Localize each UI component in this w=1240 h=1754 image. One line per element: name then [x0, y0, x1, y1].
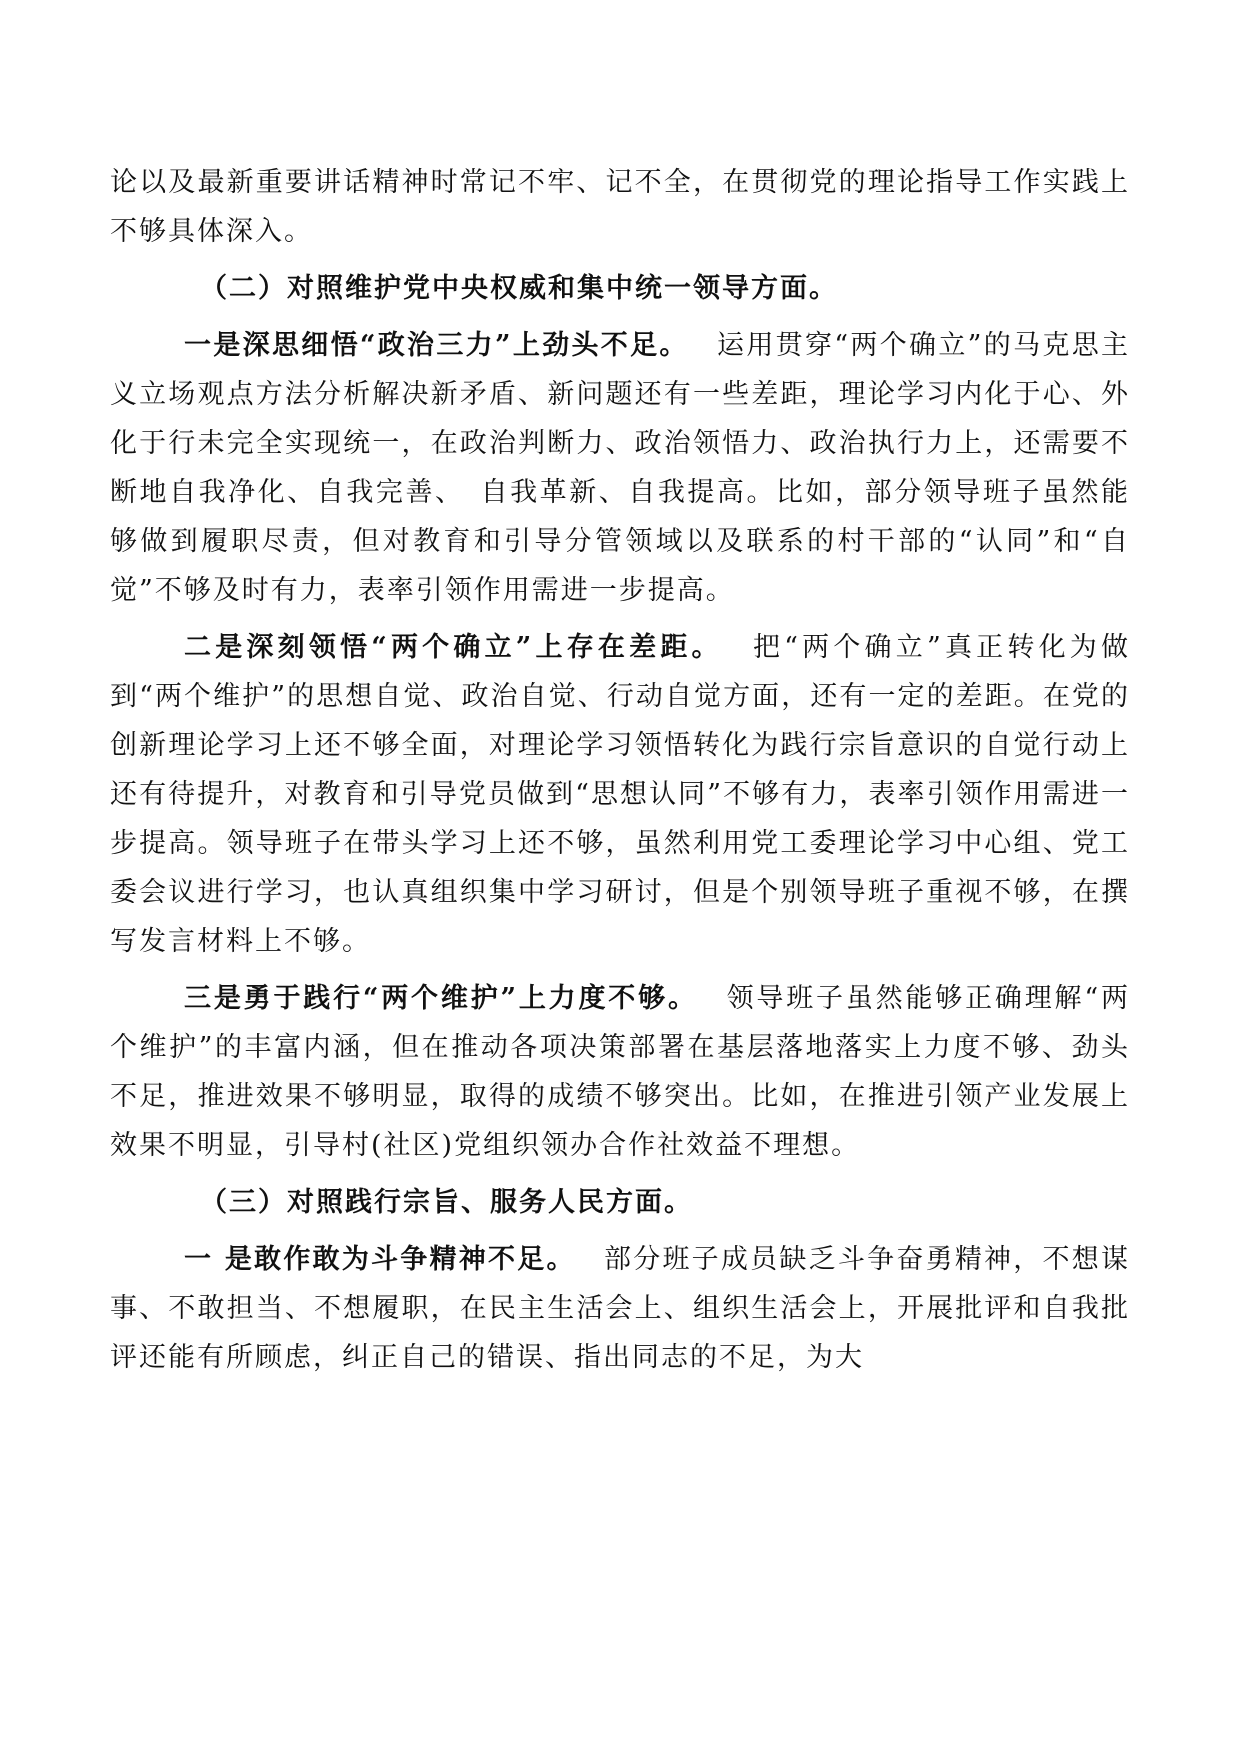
point-body-text: 把“两个确立”真正转化为做到“两个维护”的思想自觉、政治自觉、行动自觉方面，还有一定的差距。在党的创新理论学习上还不够全面，对理论学习领悟转化为践行宗旨意识的自觉行动上还有待提升，对教育和引导党员做到“思想认同”不够有力，表率引领作用需进一步提高。领导班子在带头学习上还不够，虽然利用党工委理论学习中心组、党工委会议进行学习，也认真组织集中学习研讨，但是个别领导班子重视不够，在撰写发言材料上不够。	[110, 632, 1130, 957]
point-lead-text: 三是勇于践行“两个维护”上力度不够。	[184, 983, 698, 1014]
paragraph-point-2	[110, 623, 1130, 966]
point-lead-text: 二是深刻领悟“两个确立”上存在差距。	[184, 632, 723, 663]
point-lead-text: 一 是敢作敢为斗争精神不足。	[184, 1244, 576, 1275]
section-heading-3: （三）对照践行宗旨、服务人民方面。	[200, 1187, 693, 1218]
section-heading-2: （二）对照维护党中央权威和集中统一领导方面。	[200, 273, 838, 304]
paragraph-point-3	[110, 974, 1130, 1170]
paragraph-point-1	[110, 321, 1130, 615]
point-body-text: 运用贯穿“两个确立”的马克思主义立场观点方法分析解决新矛盾、新问题还有一些差距，理论学习内化于心、外化于行未完全实现统一，在政治判断力、政治领悟力、政治执行力上，还需要不断地自我净化、自我完善、 自我革新、自我提高。比如，部分领导班子虽然能够做到履职尽责，但对教育和引导分管领域以及联系的村干部的“认同”和“自觉”不够及时有力，表率引领作用需进一步提高。	[110, 330, 1131, 606]
point-body-text: 部分班子成员缺乏斗争奋勇精神，不想谋事、不敢担当、不想履职，在民主生活会上、组织生活会上，开展批评和自我批评还能有所顾虑，纠正自己的错误、指出同志的不足，为大	[110, 1244, 1131, 1373]
point-lead-text: 一是深思细悟“政治三力”上劲头不足。	[184, 330, 689, 361]
document-body	[110, 158, 1130, 1382]
paragraph-continuation: 论以及最新重要讲话精神时常记不牢、记不全，在贯彻党的理论指导工作实践上不够具体深入。	[110, 167, 1130, 247]
paragraph-point-4	[110, 1235, 1130, 1382]
point-body-text: 领导班子虽然能够正确理解“两个维护”的丰富内涵，但在推动各项决策部署在基层落地落实上力度不够、劲头不足，推进效果不够明显，取得的成绩不够突出。比如，在推进引领产业发展上效果不明显，引导村(社区)党组织领办合作社效益不理想。	[110, 983, 1130, 1161]
